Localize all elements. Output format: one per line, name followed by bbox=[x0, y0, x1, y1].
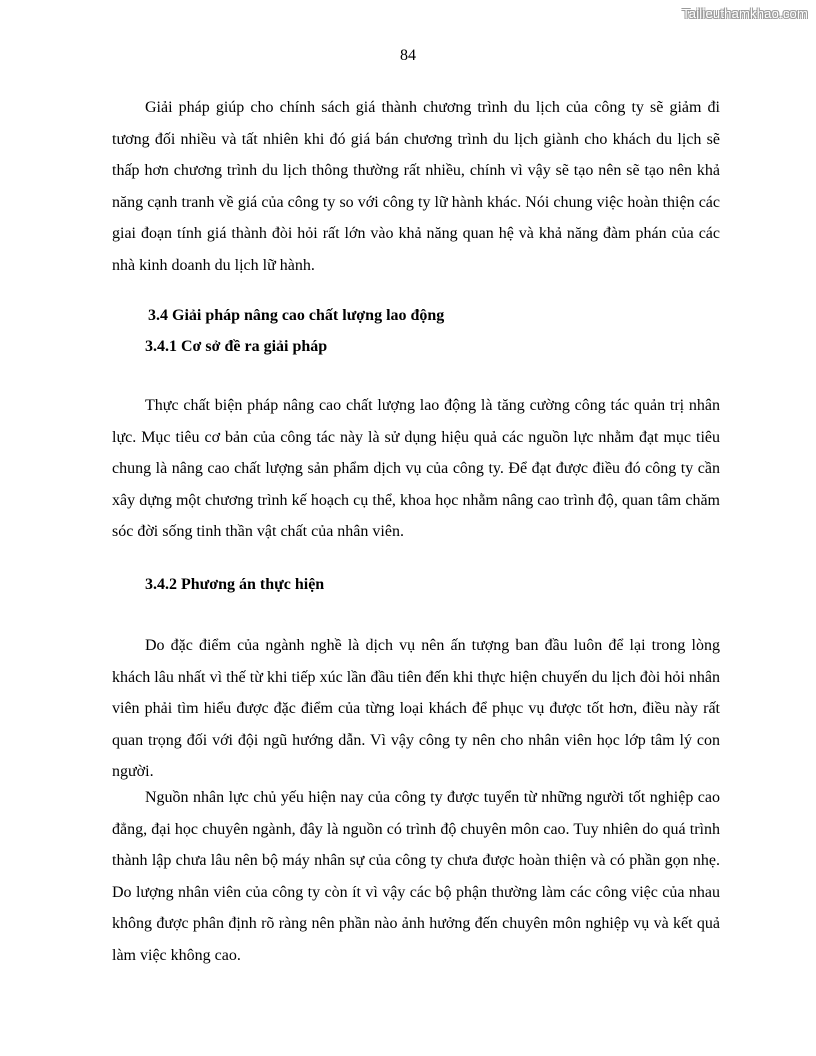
watermark-logo: Tailieuthamkhao.com bbox=[682, 6, 808, 21]
subsection-heading-3-4-1: 3.4.1 Cơ sở đề ra giải pháp bbox=[145, 338, 328, 355]
paragraph-implementation: Do đặc điểm của ngành nghề là dịch vụ nên ấn tượng ban đầu luôn để lại trong lòng khách lâu nhất vì thế từ khi tiếp xúc lần đầu tiên đến khi thực hiện chuyến du lịch đòi hỏi nhân viên phải tìm hiểu được đặc điểm của từng loại khách để phục vụ được tốt hơn, điều này rất quan trọng đối với đội ngũ hướng dẫn. Vì vậy công ty nên cho nhân viên học lớp tâm lý con người. bbox=[112, 637, 720, 780]
paragraph-basis: Thực chất biện pháp nâng cao chất lượng lao động là tăng cường công tác quản trị nhân lực. Mục tiêu cơ bản của công tác này là sử dụng hiệu quả các nguồn lực nhằm đạt mục tiêu chung là nâng cao chất lượng sản phẩm dịch vụ của công ty. Để đạt được điều đó công ty cần xây dựng một chương trình kế hoạch cụ thể, khoa học nhằm nâng cao trình độ, quan tâm chăm sóc đời sống tinh thần vật chất của nhân viên. bbox=[112, 397, 720, 540]
paragraph-intro: Giải pháp giúp cho chính sách giá thành chương trình du lịch của công ty sẽ giảm đi tương đối nhiều và tất nhiên khi đó giá bán chương trình du lịch giành cho khách du lịch sẽ thấp hơn chương trình du lịch thông thường rất nhiều, chính vì vậy sẽ tạo nên sẽ tạo nên khả năng cạnh tranh về giá của công ty so với công ty lữ hành khác. Nói chung việc hoàn thiện các giai đoạn tính giá thành đòi hỏi rất lớn vào khả năng quan hệ và khả năng đàm phán của các nhà kinh doanh du lịch lữ hành. bbox=[112, 99, 720, 274]
section-heading-3-4: 3.4 Giải pháp nâng cao chất lượng lao động bbox=[148, 307, 445, 324]
subsection-heading-3-4-2: 3.4.2 Phương án thực hiện bbox=[145, 576, 325, 593]
page-number: 84 bbox=[400, 47, 416, 64]
paragraph-human-resources: Nguồn nhân lực chủ yếu hiện nay của công ty được tuyển từ những người tốt nghiệp cao đẳng, đại học chuyên ngành, đây là nguồn có trình độ chuyên môn cao. Tuy nhiên do quá trình thành lập chưa lâu nên bộ máy nhân sự của công ty chưa được hoàn thiện và có phần gọn nhẹ. Do lượng nhân viên của công ty còn ít vì vậy các bộ phận thường làm các công việc của nhau không được phân định rõ ràng nên phần nào ảnh hưởng đến chuyên môn nghiệp vụ và kết quả làm việc không cao. bbox=[112, 789, 720, 964]
